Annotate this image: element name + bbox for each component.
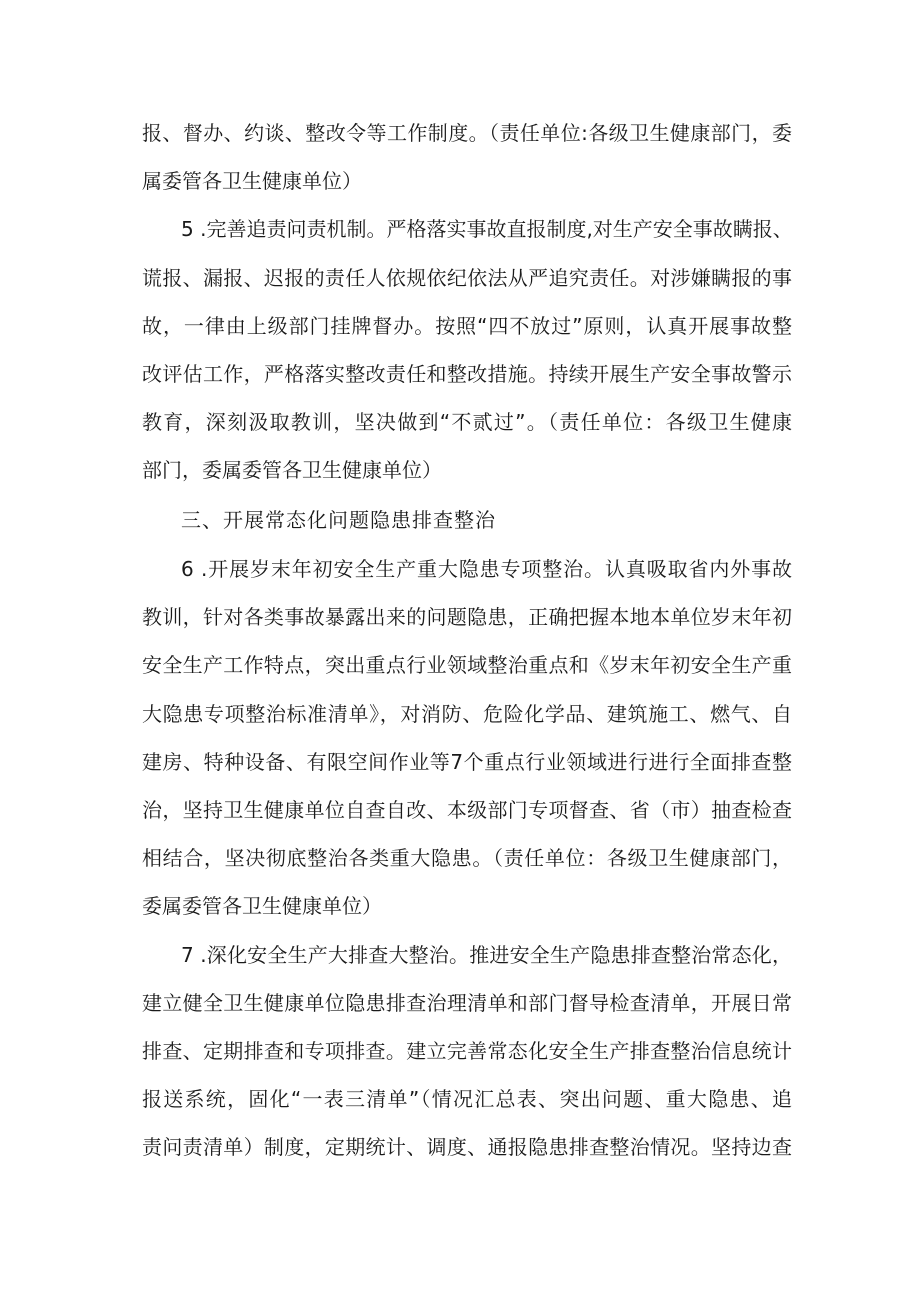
paragraph-line: 相结合，坚决彻底整治各类重大隐患。（责任单位：各级卫生健康部门， — [142, 846, 792, 870]
paragraph-line: 安全生产工作特点，突出重点行业领域整治重点和《岁末年初安全生产重 — [142, 653, 792, 677]
paragraph-line: 7 .深化安全生产大排查大整治。推进安全生产隐患排查整治常态化， — [181, 943, 792, 967]
paragraph-line: 报、督办、约谈、整改令等工作制度。（责任单位:各级卫生健康部门，委 — [142, 121, 792, 145]
paragraph-line: 治，坚持卫生健康单位自查自改、本级部门专项督查、省（市）抽查检查 — [142, 798, 792, 822]
paragraph-line: 5 .完善追责问责机制。严格落实事故直报制度,对生产安全事故瞒报、 — [181, 217, 793, 241]
paragraph-line: 建立健全卫生健康单位隐患排查治理清单和部门督导检查清单，开展日常 — [142, 991, 792, 1015]
paragraph-line: 教训，针对各类事故暴露出来的问题隐患，正确把握本地本单位岁末年初 — [142, 605, 792, 629]
paragraph-line: 大隐患专项整治标准清单》，对消防、危险化学品、建筑施工、燃气、自 — [142, 702, 792, 726]
paragraph-line: 故，一律由上级部门挂牌督办。按照“四不放过”原则，认真开展事故整 — [142, 314, 792, 338]
paragraph-line: 委属委管各卫生健康单位） — [142, 894, 382, 918]
paragraph-line: 部门，委属委管各卫生健康单位） — [142, 458, 442, 482]
paragraph-line: 教育，深刻汲取教训，坚决做到“不贰过”。（责任单位：各级卫生健康 — [142, 410, 792, 434]
paragraph-line: 报送系统，固化“一表三清单”（情况汇总表、突出问题、重大隐患、追 — [142, 1087, 792, 1111]
paragraph-line: 排查、定期排查和专项排查。建立完善常态化安全生产排查整治信息统计 — [142, 1039, 792, 1063]
paragraph-line: 谎报、漏报、迟报的责任人依规依纪依法从严追究责任。对涉嫌瞒报的事 — [142, 266, 792, 290]
paragraph-line: 责问责清单）制度，定期统计、调度、通报隐患排查整治情况。坚持边查 — [142, 1135, 792, 1159]
paragraph-line: 建房、特种设备、有限空间作业等7个重点行业领域进行进行全面排查整 — [142, 750, 792, 774]
section-heading: 三、开展常态化问题隐患排查整治 — [181, 508, 496, 532]
paragraph-line: 属委管各卫生健康单位） — [142, 169, 362, 193]
paragraph-line: 改评估工作，严格落实整改责任和整改措施。持续开展生产安全事故警示 — [142, 362, 792, 386]
paragraph-line: 6 .开展岁末年初安全生产重大隐患专项整治。认真吸取省内外事故 — [181, 557, 792, 581]
